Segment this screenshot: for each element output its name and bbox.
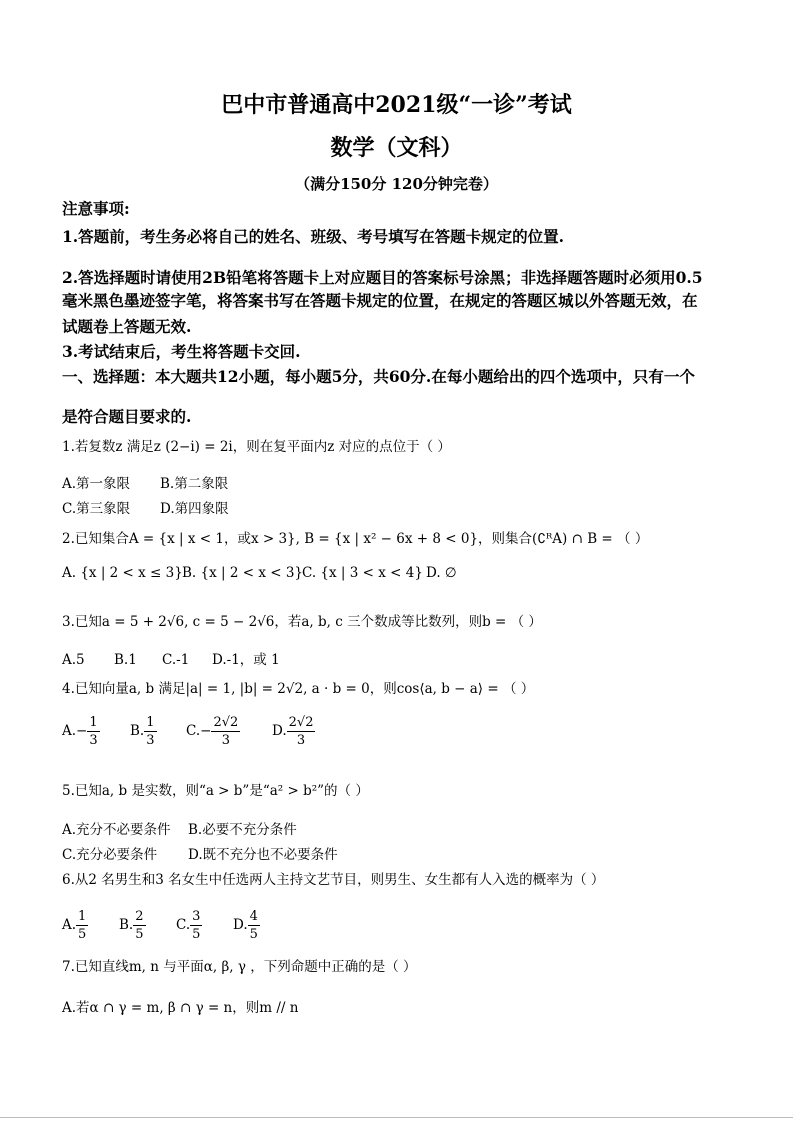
fraction: $\frac{1}{3}$ xyxy=(89,715,98,748)
question-2-option-c: C. {x | 3 < x < 4} xyxy=(302,565,423,581)
question-1-option-a: A.第一象限 xyxy=(62,476,131,492)
question-5-option-a: A.充分不必要条件 xyxy=(62,822,171,838)
question-6-option-b: B. $\frac{2}{5}$ xyxy=(119,909,144,942)
question-5-option-b: B.必要不充分条件 xyxy=(188,822,297,838)
question-7-option-a: A.若α ∩ γ = m, β ∩ γ = n，则m // n xyxy=(62,1000,299,1016)
question-1-options-row-2 xyxy=(62,497,229,517)
question-5-options-row-2 xyxy=(62,843,338,863)
note-item-2-line-2: 毫米黑色墨迹签字笔，将答案书写在答题卡规定的位置，在规定的答题区城以外答题无效，在 xyxy=(62,291,698,310)
question-1-options-row-1 xyxy=(62,472,228,492)
question-6-option-c: C. $\frac{3}{5}$ xyxy=(176,909,201,942)
question-4-option-b: B. $\frac{1}{3}$ xyxy=(130,715,155,748)
question-2-option-d: D. ∅ xyxy=(426,565,457,581)
question-6-options xyxy=(62,908,260,943)
question-2-option-a: A. {x | 2 < x ≤ 3} xyxy=(62,565,183,581)
question-3-option-b: B.1 xyxy=(114,652,137,668)
fraction: $\frac{1}{5}$ xyxy=(78,909,87,942)
score-note: （满分150分 120分钟完卷） xyxy=(295,175,498,193)
notes-heading: 注意事项: xyxy=(62,199,130,218)
question-4-option-d: D. $\frac{2√2}{3}$ xyxy=(272,715,314,748)
question-1-stem: 1.若复数z 满足z (2−i) = 2i，则在复平面内z 对应的点位于（ ） xyxy=(62,439,451,455)
exam-title: 巴中市普通高中2021级“一诊”考试 xyxy=(221,92,572,118)
question-4-options xyxy=(62,714,315,749)
section-heading-line-2: 是符合题目要求的. xyxy=(62,407,192,426)
note-item-2-line-3: 试题卷上答题无效. xyxy=(62,317,192,336)
question-7-stem: 7.已知直线m, n 与平面α, β, γ ，下列命题中正确的是（ ） xyxy=(62,959,417,975)
note-item-2-line-1: 2.答选择题时请使用2B铅笔将答题卡上对应题目的答案标号涂黑；非选择题答题时必须用0.5 xyxy=(62,268,703,287)
question-4-option-c: C.− $\frac{2√2}{3}$ xyxy=(186,715,239,748)
page-bottom-divider xyxy=(0,1117,793,1118)
question-6-option-d: D. $\frac{4}{5}$ xyxy=(233,909,258,942)
question-1-option-b: B.第二象限 xyxy=(160,476,229,492)
fraction: $\frac{2√2}{3}$ xyxy=(288,715,314,748)
question-2-options xyxy=(62,565,457,581)
exam-subject: 数学（文科） xyxy=(330,135,463,161)
question-2-stem: 2.已知集合A = {x | x < 1，或x > 3}, B = {x | x² − 6x + 8 < 0}，则集合(∁ᴿA) ∩ B = （ ） xyxy=(62,531,649,547)
fraction: $\frac{2}{5}$ xyxy=(135,909,144,942)
question-6-stem: 6.从2 名男生和3 名女生中任选两人主持文艺节目，则男生、女生都有人入选的概率为（ ） xyxy=(62,872,605,888)
question-6-option-a: A. $\frac{1}{5}$ xyxy=(62,909,87,942)
question-3-option-d: D.-1，或 1 xyxy=(212,652,280,668)
question-5-option-c: C.充分必要条件 xyxy=(62,847,158,863)
question-4-stem: 4.已知向量a, b 满足|a| = 1, |b| = 2√2, a · b = 0，则cos⟨a, b − a⟩ = （ ） xyxy=(62,681,535,697)
question-2-option-b: B. {x | 2 < x < 3} xyxy=(182,565,304,581)
fraction: $\frac{1}{3}$ xyxy=(146,715,155,748)
question-1-option-c: C.第三象限 xyxy=(62,501,131,517)
question-3-option-a: A.5 xyxy=(62,652,85,668)
note-item-1: 1.答题前，考生务必将自己的姓名、班级、考号填写在答题卡规定的位置. xyxy=(62,227,565,246)
question-5-options-row-1 xyxy=(62,818,297,838)
question-5-stem: 5.已知a, b 是实数，则“a > b”是“a² > b²”的（ ） xyxy=(62,783,369,799)
question-3-stem: 3.已知a = 5 + 2√6, c = 5 − 2√6，若a, b, c 三个数成等比数列，则b = （ ） xyxy=(62,614,542,630)
question-3-options xyxy=(62,648,280,668)
question-1-option-d: D.第四象限 xyxy=(160,501,229,517)
section-heading-line-1: 一、选择题：本大题共12小题，每小题5分，共60分.在每小题给出的四个选项中，只有一个 xyxy=(62,367,695,386)
fraction: $\frac{2√2}{3}$ xyxy=(213,715,239,748)
question-3-option-c: C.-1 xyxy=(162,652,190,668)
note-item-3: 3.考试结束后，考生将答题卡交回. xyxy=(62,342,301,361)
fraction: $\frac{3}{5}$ xyxy=(192,909,201,942)
question-5-option-d: D.既不充分也不必要条件 xyxy=(188,847,338,863)
fraction: $\frac{4}{5}$ xyxy=(249,909,258,942)
question-4-option-a: A.− $\frac{1}{3}$ xyxy=(62,715,98,748)
